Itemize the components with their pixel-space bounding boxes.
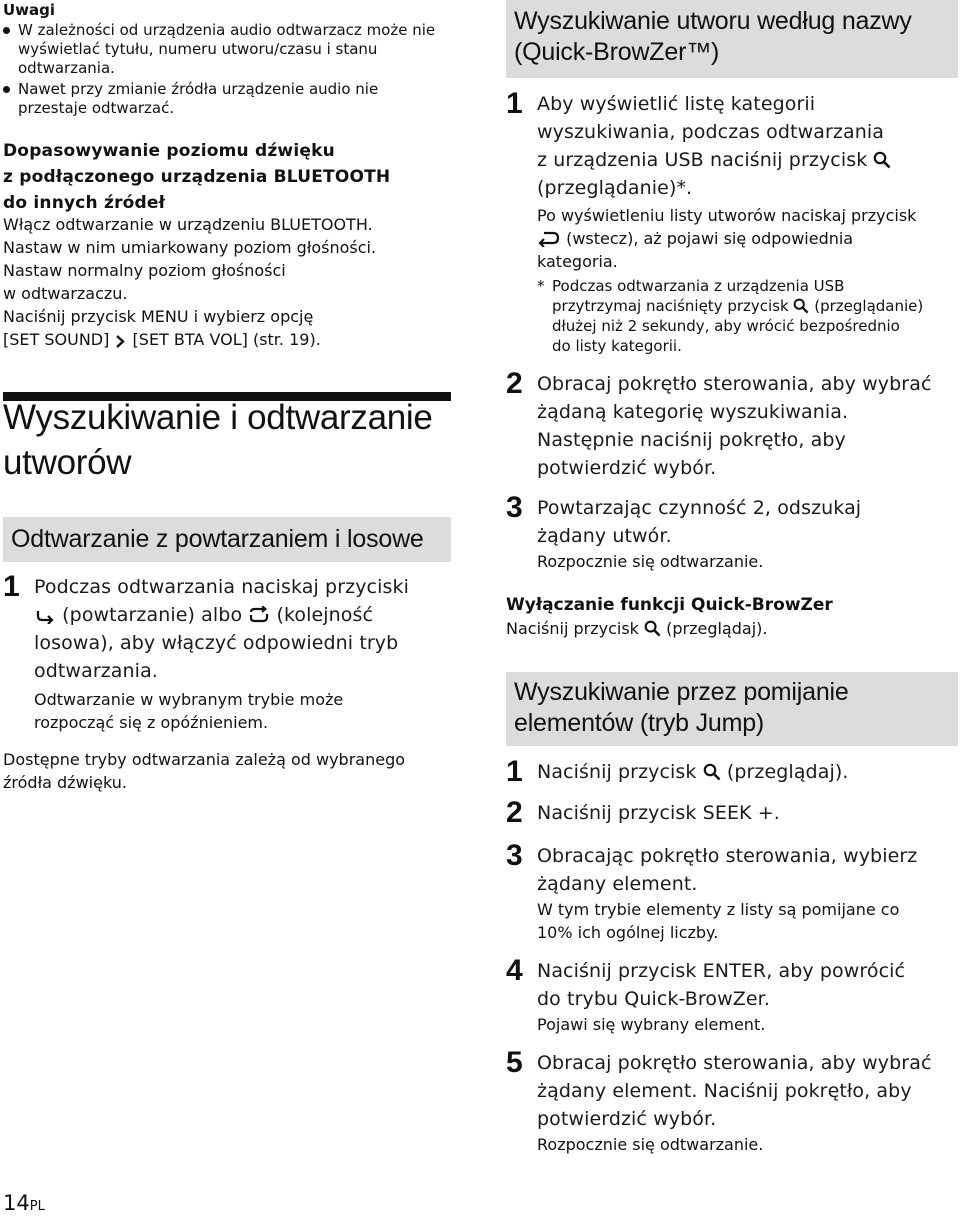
footnote: * Podczas odtwarzania z urządzenia USB przytrzymaj naciśnięty przycisk (przeglądanie) dłużej niż 2 sekundy, aby wrócić bezpośrednio do listy kategorii. (537, 277, 924, 355)
repeat-icon (34, 608, 56, 624)
quick-browzer-cancel: Wyłączanie funkcji Quick-BrowZer Naciśnij przycisk (przeglądaj). (506, 595, 833, 638)
step-number: 2 (506, 367, 523, 400)
notes-title: Uwagi (3, 1, 56, 19)
step-number: 1 (3, 570, 20, 603)
bullet-icon (3, 27, 10, 34)
step-number: 3 (506, 839, 523, 872)
search-icon (703, 763, 721, 781)
search-icon (873, 151, 891, 169)
back-icon (537, 231, 561, 247)
note-item: Nawet przy zmianie źródła urządzenie audio nie przestaje odtwarzać. (3, 80, 443, 118)
note-item: W zależności od urządzenia audio odtwarzacz może nie wyświetlać tytułu, numeru utworu/czasu i stanu odtwarzania. (3, 21, 443, 78)
step-number: 2 (506, 796, 523, 829)
bt-level-heading: Dopasowywanie poziomu dźwięku z podłączonego urządzenia BLUETOOTH do innych źródeł (3, 141, 391, 213)
step-number: 4 (506, 954, 523, 987)
shuffle-icon (248, 606, 270, 624)
bt-level-body: Włącz odtwarzanie w urządzeniu BLUETOOTH. Nastaw w nim umiarkowany poziom głośności. Nastaw normalny poziom głośności w odtwarzaczu. Naciśnij przycisk MENU i wybierz opcję [SET SOUND] [SET BTA VOL] (str. 19). (3, 215, 377, 349)
step-number: 5 (506, 1046, 523, 1079)
search-icon (644, 620, 661, 637)
search-icon (793, 298, 809, 314)
bullet-icon (3, 86, 10, 93)
page-number: 14PL (3, 1191, 45, 1215)
repeat-section-title: Odtwarzanie z powtarzaniem i losowe (11, 525, 424, 553)
arrow-right-icon (114, 335, 127, 348)
section-title: Wyszukiwanie i odtwarzanie utworów (3, 398, 433, 482)
repeat-note: Dostępne tryby odtwarzania zależą od wybranego źródła dźwięku. (3, 750, 406, 792)
step-number: 1 (506, 87, 523, 120)
quick-browzer-title: Wyszukiwanie utworu według nazwy (Quick-BrowZer™) (514, 7, 912, 66)
step-number: 1 (506, 755, 523, 788)
jump-section-title: Wyszukiwanie przez pomijanie elementów (tryb Jump) (514, 678, 849, 737)
step-number: 3 (506, 491, 523, 524)
